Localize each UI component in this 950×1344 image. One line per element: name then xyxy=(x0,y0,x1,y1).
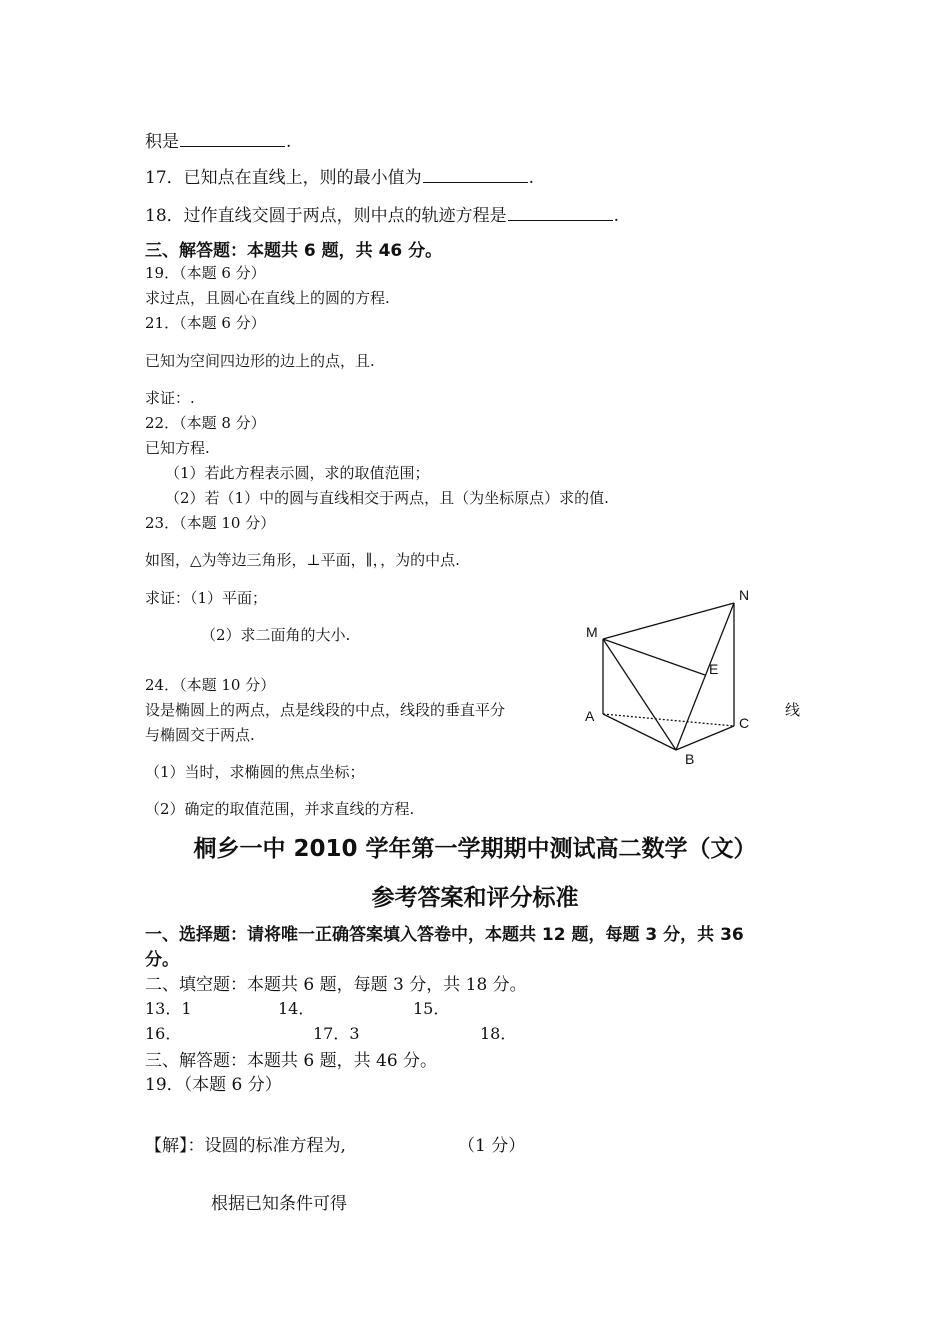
answer-19-next: 根据已知条件可得 xyxy=(211,1194,347,1214)
question-24-head: 24．（本题 10 分） xyxy=(145,676,276,694)
geometry-figure xyxy=(575,580,775,775)
answer-19-head: 19．（本题 6 分） xyxy=(145,1075,282,1095)
question-24-text1-end: 线 xyxy=(785,701,801,719)
section-3-heading: 三、解答题：本题共 6 题，共 46 分。 xyxy=(145,241,443,261)
answer-14: 14． xyxy=(278,999,315,1018)
q16-tail-text: 积是 xyxy=(145,132,179,152)
label-E: E xyxy=(709,661,719,677)
q16-tail: 积是 . xyxy=(145,132,292,152)
answer-19-score: （1 分） xyxy=(458,1136,526,1156)
answer-blank xyxy=(180,130,285,147)
question-24-text2: 与椭圆交于两点. xyxy=(145,726,255,744)
question-23-part2: （2）求二面角的大小. xyxy=(201,626,351,644)
edge-ME xyxy=(603,639,705,675)
question-24-part1: （1）当时，求椭圆的焦点坐标； xyxy=(145,763,365,781)
answer-18: 18． xyxy=(480,1024,517,1043)
question-17-text: 17．已知点在直线上，则的最小值为 xyxy=(145,168,422,188)
question-23-text: 如图，△为等边三角形，⊥平面，∥，，为的中点. xyxy=(145,551,460,569)
question-18: 18．过作直线交圆于两点，则中点的轨迹方程是 . xyxy=(145,206,620,226)
label-C: C xyxy=(739,715,750,731)
question-23-head: 23．（本题 10 分） xyxy=(145,514,276,532)
label-M: M xyxy=(586,624,598,640)
question-18-text: 18．过作直线交圆于两点，则中点的轨迹方程是 xyxy=(145,206,507,226)
label-A: A xyxy=(585,708,595,724)
question-24-text1: 设是椭圆上的两点，点是线段的中点，线段的垂直平分 xyxy=(145,701,506,719)
edge-NB xyxy=(676,603,734,750)
answer-16: 16． xyxy=(145,1024,182,1043)
answer-subtitle: 参考答案和评分标准 xyxy=(371,885,579,911)
question-21-text: 已知为空间四边形的边上的点，且. xyxy=(145,352,375,370)
question-22-head: 22．（本题 8 分） xyxy=(145,414,266,432)
label-N: N xyxy=(739,587,750,603)
question-19-text: 求过点，且圆心在直线上的圆的方程. xyxy=(145,289,390,307)
answer-13: 13．1 xyxy=(145,999,192,1018)
question-21-prove: 求证：. xyxy=(145,389,195,407)
answer-section-2: 二、填空题：本题共 6 题，每题 3 分，共 18 分。 xyxy=(145,975,527,995)
answer-15: 15． xyxy=(413,999,450,1018)
edge-AB xyxy=(603,714,676,750)
answer-title: 桐乡一中 2010 学年第一学期期中测试高二数学（文） xyxy=(193,836,757,862)
answer-section-1: 一、选择题：请将唯一正确答案填入答卷中，本题共 12 题，每题 3 分，共 36 xyxy=(145,925,744,945)
question-24-part2: （2）确定的取值范围，并求直线的方程. xyxy=(145,800,415,818)
answer-19-solution: 【解】：设圆的标准方程为, xyxy=(145,1136,346,1156)
label-B: B xyxy=(685,751,695,767)
question-19-head: 19．（本题 6 分） xyxy=(145,264,266,282)
answer-section-3: 三、解答题：本题共 6 题，共 46 分。 xyxy=(145,1051,438,1071)
question-23-prove: 求证：（1）平面； xyxy=(145,589,268,607)
question-22-part1: （1）若此方程表示圆，求的取值范围； xyxy=(165,464,430,482)
question-22-text: 已知方程. xyxy=(145,439,210,457)
question-17: 17．已知点在直线上，则的最小值为 . xyxy=(145,168,535,188)
answer-blank xyxy=(423,166,528,183)
edge-MN xyxy=(603,603,734,639)
answer-section-1-cont: 分。 xyxy=(145,950,179,970)
edge-MB xyxy=(603,639,676,750)
answer-blank xyxy=(508,204,613,221)
answer-17: 17．3 xyxy=(313,1024,360,1043)
question-22-part2: （2）若（1）中的圆与直线相交于两点，且（为坐标原点）求的值. xyxy=(165,489,609,507)
question-21-head: 21．（本题 6 分） xyxy=(145,314,266,332)
